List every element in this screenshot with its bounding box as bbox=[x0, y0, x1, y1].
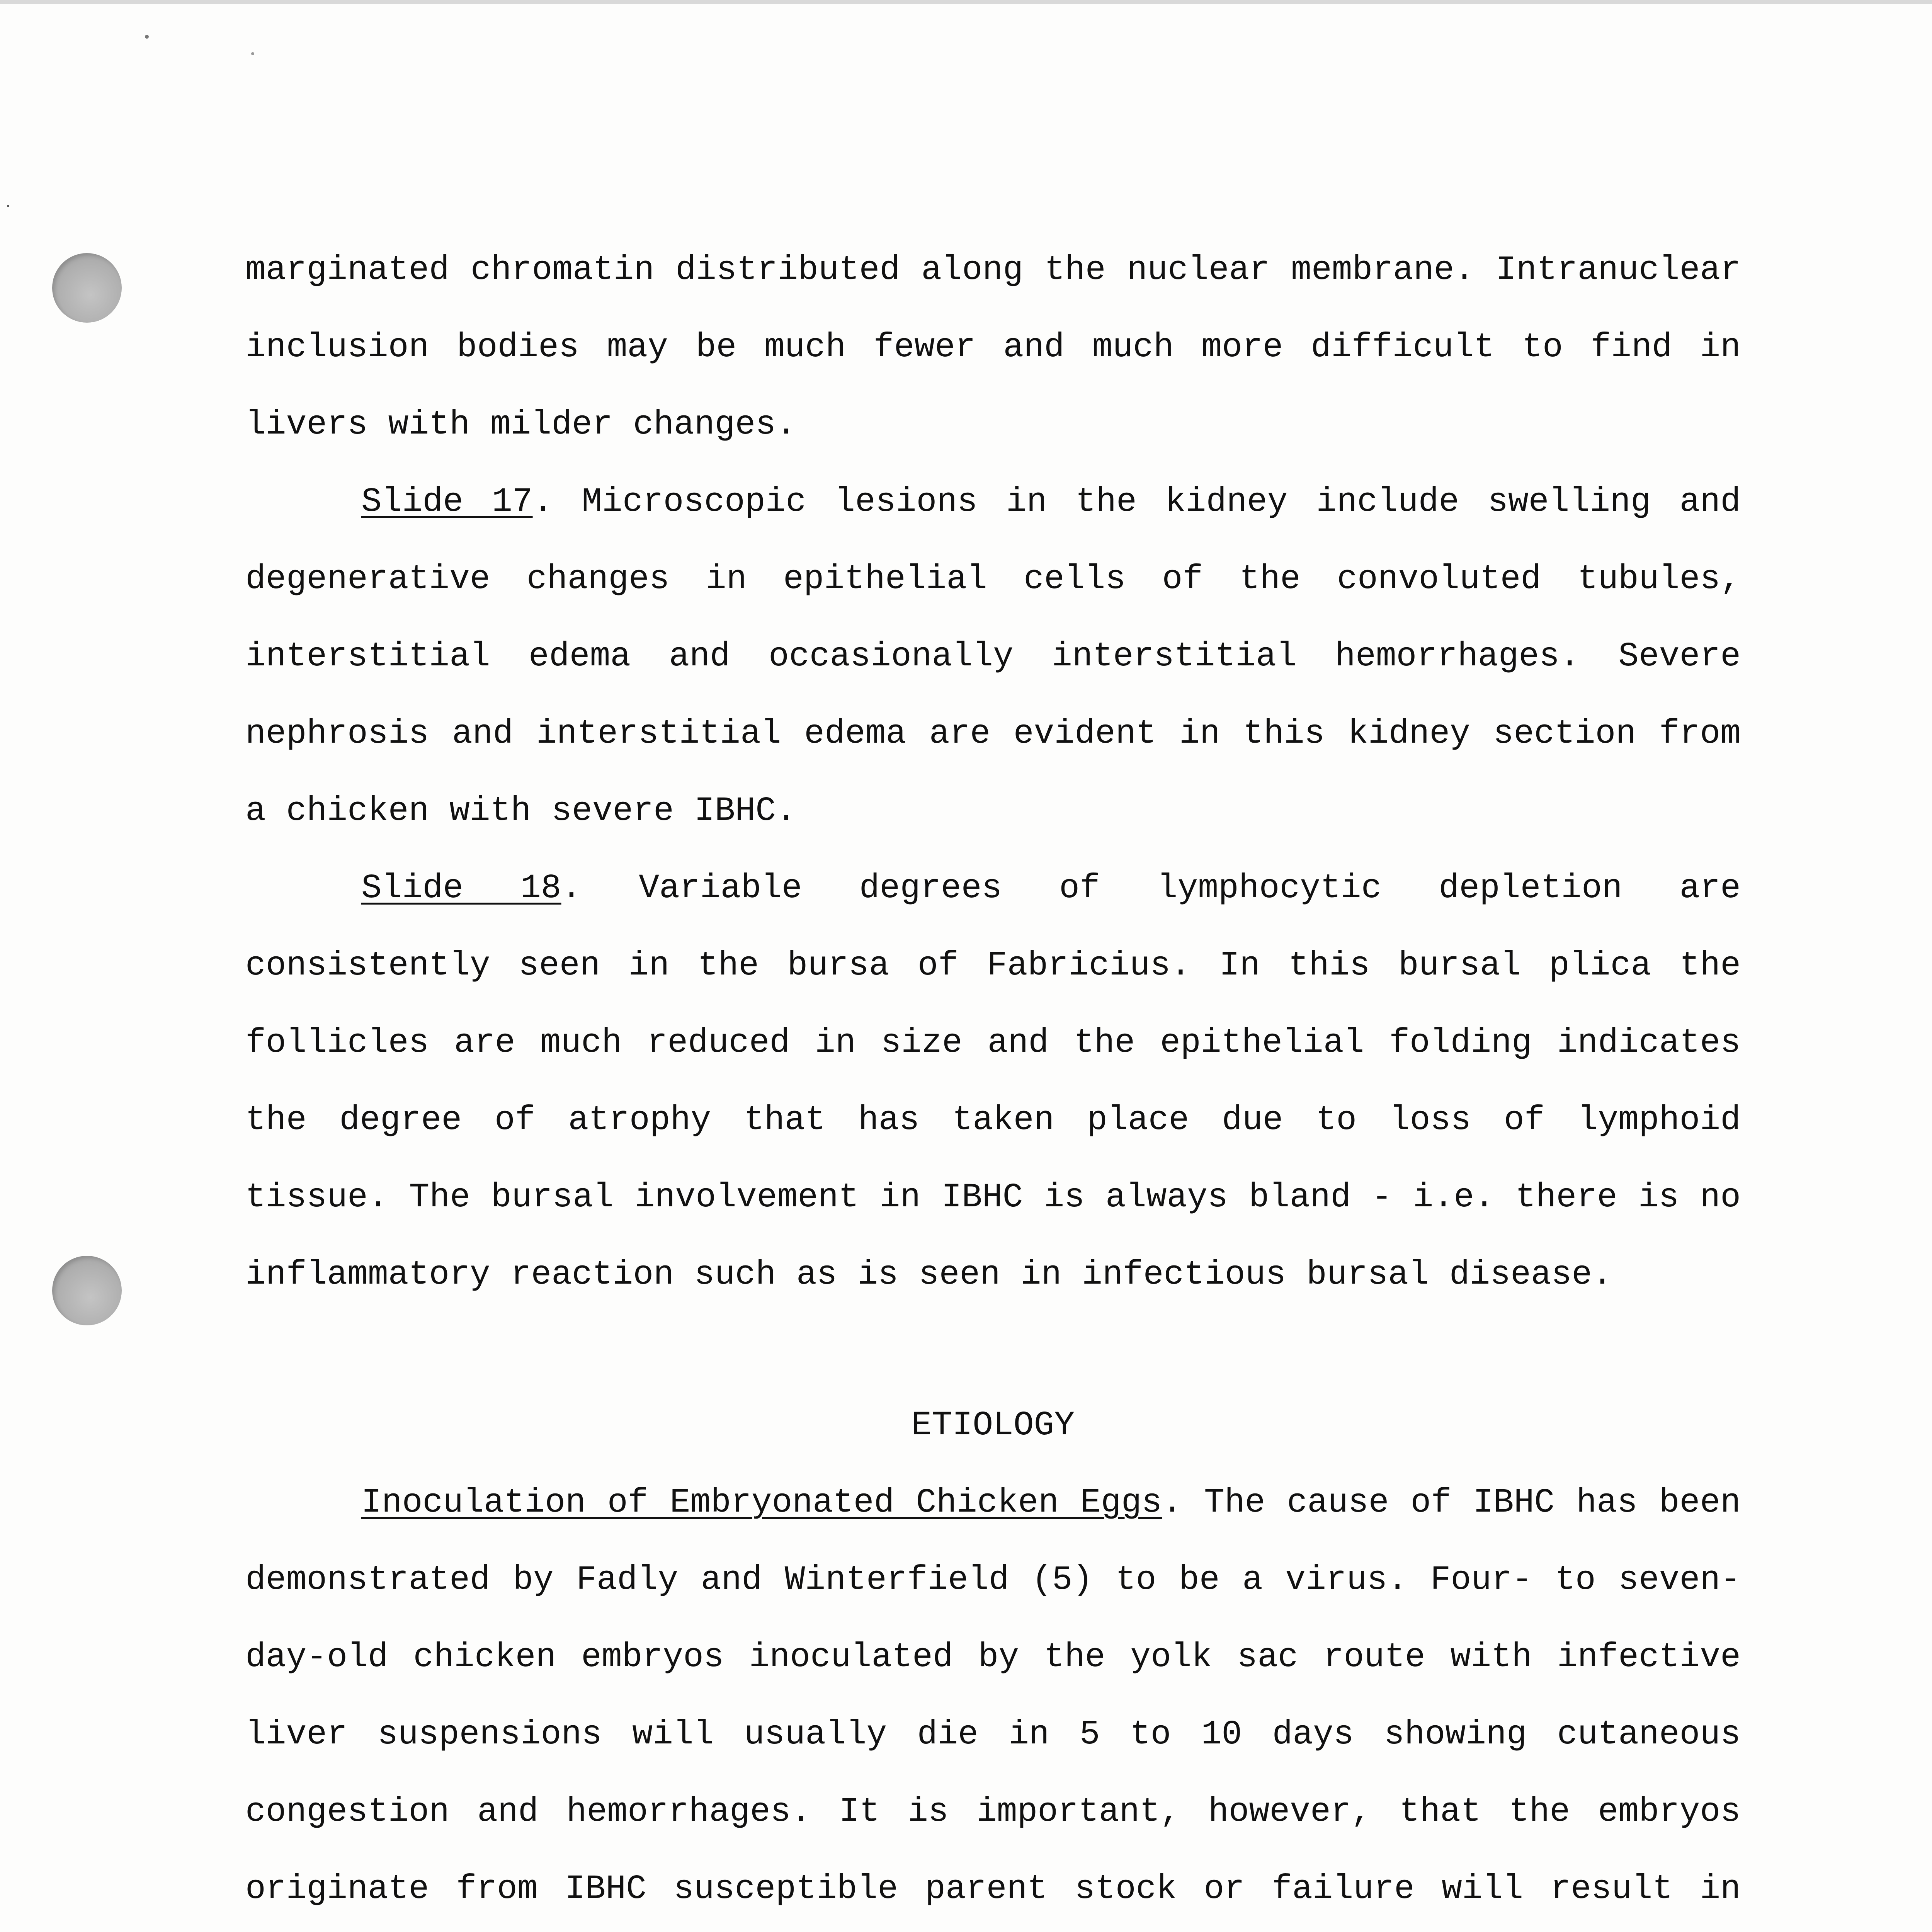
binder-hole-middle bbox=[52, 1256, 122, 1325]
paragraph-text: . Variable degrees of lymphocytic depletion are consistently seen in the bursa of Fabricius. In this bursal plica the follicles are much reduced in size and the epithelial folding indicates the degree of atrophy that has taken place due to loss of lymphoid tissue. The bursal involvement in IBHC is always bland - i.e. there is no inflammatory reaction such as is seen in infectious bursal disease. bbox=[245, 869, 1741, 1294]
paragraph-text: . Microscopic lesions in the kidney include swelling and degenerative changes in epithelial cells of the convoluted tubules, interstitial edema and occasionally interstitial hemorrhages. Severe nephrosis and interstitial edema are evident in this kidney section from a chicken with severe IBHC. bbox=[245, 483, 1741, 830]
page-top-edge bbox=[0, 0, 1932, 4]
section-heading-etiology: ETIOLOGY bbox=[911, 1406, 1075, 1445]
scan-speck bbox=[7, 205, 9, 207]
paragraph-slide-17 bbox=[245, 464, 1741, 850]
slide-17-label: Slide 17 bbox=[361, 483, 533, 521]
inoculation-label: Inoculation of Embryonated Chicken Eggs bbox=[361, 1484, 1162, 1522]
paragraph-inoculation bbox=[245, 1464, 1741, 1932]
paragraph-slide-18 bbox=[245, 850, 1741, 1314]
paragraph-text: . The cause of IBHC has been demonstrated by Fadly and Winterfield (5) to be a virus. Four- to seven-day-old chicken embryos inoculated by the yolk sac route with infective liver suspensions will usually die in 5 to 10 days showing cutaneous congestion and hemorrhages. It is important, however, that the embryos originate from IBHC susceptible parent stock or failure will result in bbox=[245, 1484, 1741, 1908]
slide-18-label: Slide 18 bbox=[361, 869, 561, 908]
paragraph-chromatin bbox=[245, 232, 1741, 464]
scan-speck bbox=[251, 52, 254, 55]
paragraph-text: marginated chromatin distributed along the nuclear membrane. Intranuclear inclusion bodies may be much fewer and much more difficult to find in livers with milder changes. bbox=[245, 251, 1741, 444]
binder-hole-top bbox=[52, 253, 122, 323]
scan-speck bbox=[145, 35, 149, 39]
body-text bbox=[245, 232, 1741, 1932]
